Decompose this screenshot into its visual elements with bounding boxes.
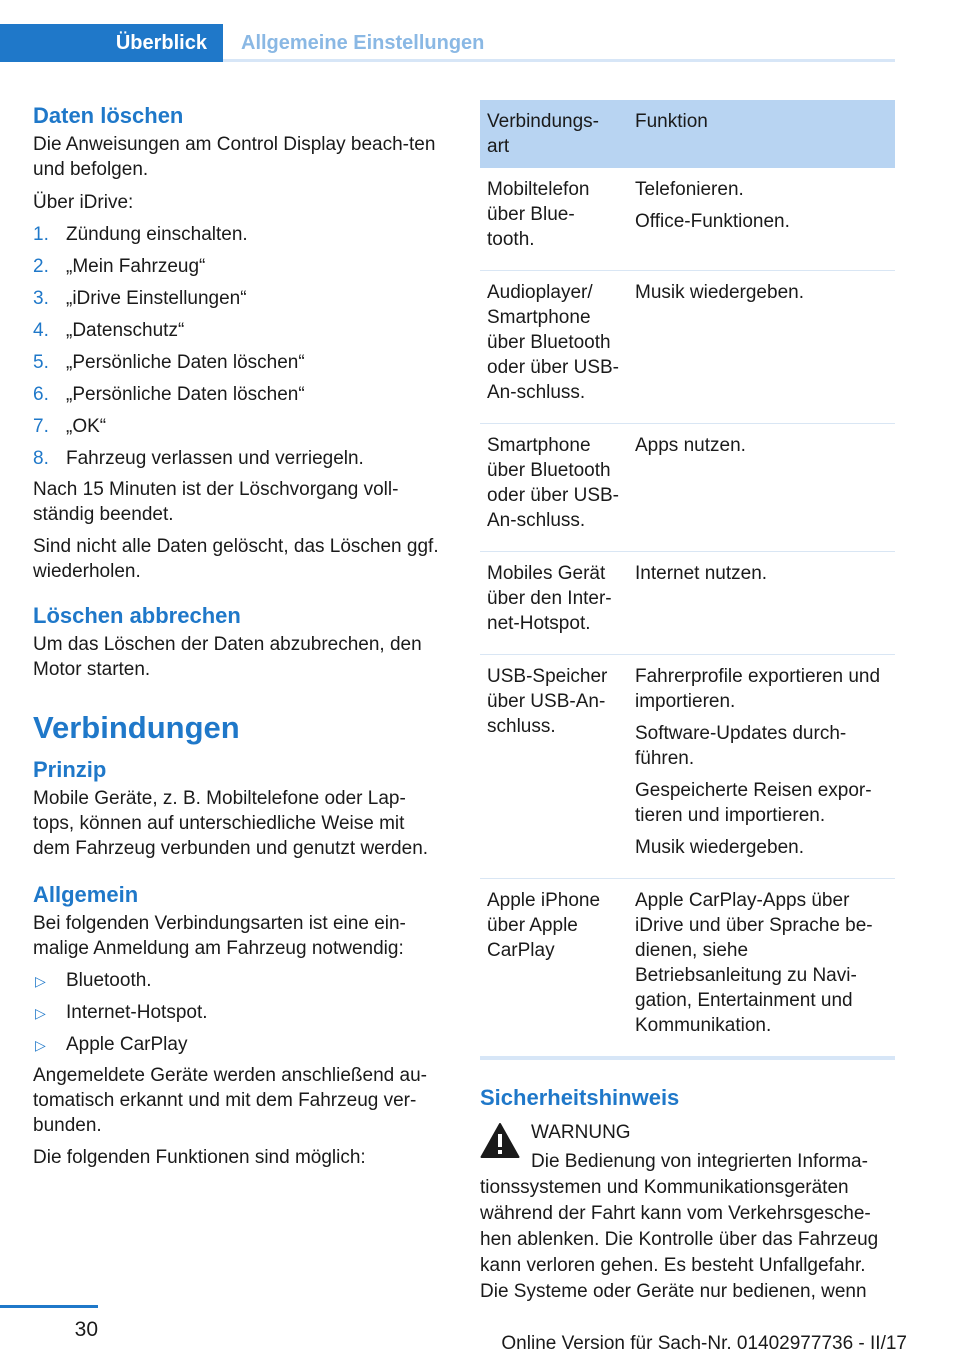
cell-type: Mobiles Gerät über den Inter-net-Hotspot. [480,552,628,655]
auto-connect-text: Angemeldete Geräte werden anschließend au-tomatisch erkannt und mit dem Fahrzeug ver-bunden. [33,1065,427,1136]
after-steps-text: Nach 15 Minuten ist der Löschvorgang voll-ständig beendet. [33,479,399,525]
col-header-verbindungsart: Verbindungs-art [480,100,628,168]
cell-functions: Musik wiedergeben. [628,271,895,424]
table-row [480,271,895,424]
abbrechen-text: Um das Löschen der Daten abzubrechen, den Motor starten. [33,634,422,680]
cell-functions: Internet nutzen. [628,552,895,655]
heading-sicherheitshinweis: Sicherheitshinweis [480,1085,680,1110]
left-column [33,100,443,1170]
list-item: 1. Zündung einschalten. [33,224,248,245]
warning-label: WARNUNG [531,1122,631,1143]
list-item: 7. „OK“ [33,416,107,437]
cell-type: Apple iPhone über Apple CarPlay [480,879,628,1059]
list-item: 5. „Persönliche Daten löschen“ [33,352,305,373]
tab-ueberblick[interactable]: Überblick [0,24,223,62]
online-version-note: Online Version für Sach-Nr. 01402977736 - II/17 [501,1333,907,1354]
triangle-bullet-icon: ▷ [35,1037,46,1053]
cell-functions: Fahrerprofile exportieren und importieren. Software-Updates durch-führen. Gespeicherte Reisen expor-tieren und importieren. Musik wiedergeben. [628,655,895,879]
table-row [480,879,895,1059]
warning-block [480,1118,895,1305]
cell-type: Smartphone über Bluetooth oder über USB-An-schluss. [480,424,628,552]
triangle-bullet-icon: ▷ [35,973,46,989]
repeat-text: Sind nicht alle Daten gelöscht, das Löschen ggf. wiederholen. [33,536,439,582]
list-item: ▷ Internet-Hotspot. [33,997,443,1029]
warning-icon [480,1122,520,1159]
cell-type: USB-Speicher über USB-An-schluss. [480,655,628,879]
tab-allgemeine-einstellungen[interactable]: Allgemeine Einstellungen [241,31,485,54]
page-header [0,24,895,62]
table-row [480,655,895,879]
footer-rule [0,1305,98,1308]
heading-loeschen-abbrechen: Löschen abbrechen [33,603,241,628]
table-row [480,424,895,552]
list-item: ▷ Apple CarPlay [33,1029,443,1061]
list-item: 2. „Mein Fahrzeug“ [33,256,206,277]
heading-prinzip: Prinzip [33,757,107,782]
connection-types-list [33,965,443,1061]
list-item: 3. „iDrive Einstellungen“ [33,288,247,309]
list-item: 6. „Persönliche Daten löschen“ [33,384,305,405]
list-item: ▷ Bluetooth. [33,965,443,997]
cell-functions: Apple CarPlay-Apps über iDrive und über Sprache be-dienen, siehe Betriebsanleitung zu Navi-gation, Entertainment und Kommunikation. [628,879,895,1059]
page-number: 30 [74,1318,98,1341]
cell-type: Audioplayer/ Smartphone über Bluetooth oder über USB-An-schluss. [480,271,628,424]
table-header-row [480,100,895,168]
prinzip-text: Mobile Geräte, z. B. Mobiltelefone oder Lap-tops, können auf unterschiedliche Weise mit dem Fahrzeug verbunden und genutzt werden. [33,788,429,859]
heading-allgemein: Allgemein [33,882,139,907]
table-row [480,168,895,271]
list-item: 4. „Datenschutz“ [33,320,185,341]
cell-functions: Apps nutzen. [628,424,895,552]
connections-table [480,100,895,1060]
allgemein-text: Bei folgenden Verbindungsarten ist eine ein-malige Anmeldung am Fahrzeug notwendig: [33,913,406,959]
cell-type: Mobiltelefon über Blue-tooth. [480,168,628,271]
heading-daten-loeschen: Daten löschen [33,103,184,128]
via-text: Über iDrive: [33,192,134,213]
heading-verbindungen: Verbindungen [33,710,240,745]
warning-text: Die Bedienung von integrierten Informa-tionssystemen und Kommunikationsgeräten während der Fahrt kann vom Verkehrsgesche-hen ablenken. Die Kontrolle über das Fahrzeug kann verloren gehen. Es besteht Unfallgefahr. Die Systeme oder Geräte nur bedienen, wenn [480,1151,879,1302]
cell-functions: Telefonieren. Office-Funktionen. [628,168,895,271]
right-column [480,100,895,1305]
intro-text: Die Anweisungen am Control Display beach-ten und befolgen. [33,134,436,180]
triangle-bullet-icon: ▷ [35,1005,46,1021]
list-item: 8. Fahrzeug verlassen und verriegeln. [33,448,364,469]
steps-list [33,219,443,475]
table-row [480,552,895,655]
col-header-funktion: Funktion [628,100,895,168]
functions-intro-text: Die folgenden Funktionen sind möglich: [33,1147,366,1168]
